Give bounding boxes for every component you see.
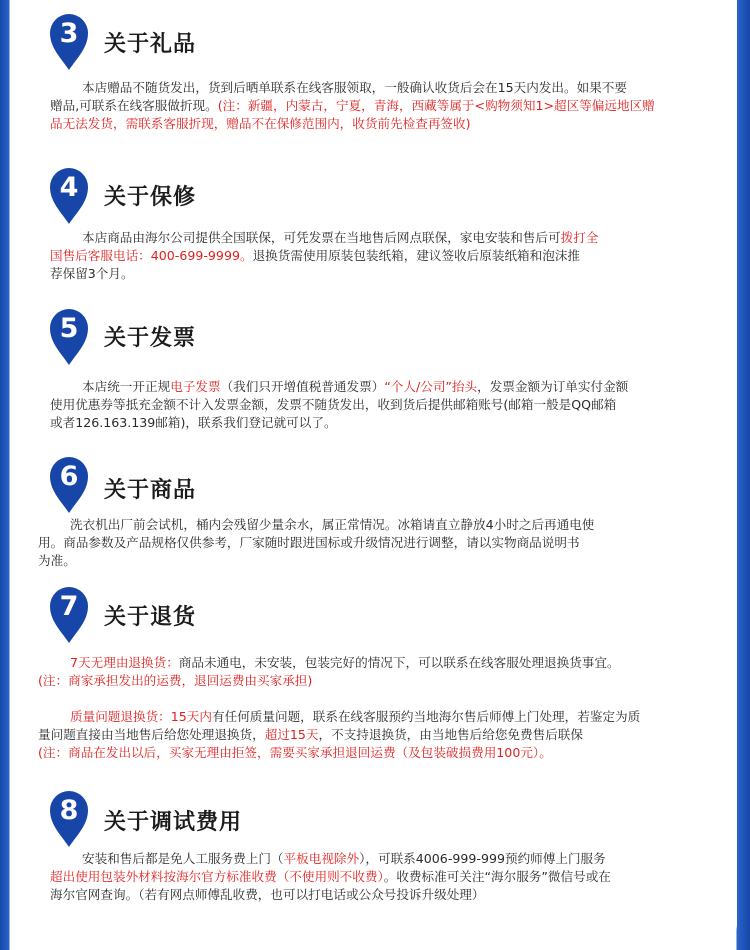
section-number: 3	[59, 18, 79, 49]
body-text: 洗衣机出厂前会试机，桶内会残留少量余水，属正常情况。冰箱请直立静放4小时之后再通电使	[38, 517, 595, 532]
text-line	[38, 534, 594, 552]
text-line	[50, 97, 655, 115]
body-text: （我们只开增值税普通发票）	[220, 379, 385, 394]
body-text: ，不支持退换货，由当地售后给您免费售后联保	[318, 727, 583, 742]
text-line	[50, 378, 628, 396]
section-body	[50, 229, 598, 283]
body-text: 用。商品参数及产品规格仅供参考，厂家随时跟进国标或升级情况进行调整，请以实物商品说明书	[38, 535, 580, 550]
text-line	[38, 672, 640, 690]
section-number: 5	[59, 313, 79, 344]
body-text: 退换货需使用原装包装纸箱，建议签收后原装纸箱和泡沫推	[252, 248, 580, 263]
text-line	[38, 744, 640, 762]
body-text: 有任何质量问题，联系在线客服预约当地海尔售后师傅上门处理，若鉴定为质	[212, 709, 641, 724]
section-title: 关于退货	[104, 605, 197, 630]
section-body	[50, 79, 655, 133]
text-line	[38, 516, 594, 534]
highlight-text: 7天无理由退换货：	[38, 655, 179, 670]
section-body	[50, 378, 628, 432]
body-text: 或者126.163.139邮箱)，联系我们登记就可以了。	[50, 415, 337, 430]
body-text: ，发票金额为订单实付金额	[477, 379, 629, 394]
body-text: 本店统一开正规	[50, 379, 171, 394]
section-title: 关于调试费用	[104, 810, 243, 835]
text-line	[50, 265, 598, 283]
highlight-text: 电子发票	[170, 379, 221, 394]
body-text: 商品未通电，未安装，包装完好的情况下，可以联系在线客服处理退换货事宜。	[178, 655, 620, 670]
number-badge-label-wrap	[46, 305, 92, 367]
section-body	[38, 516, 594, 570]
highlight-text: (注：商家承担发出的运费，退回运费由买家承担)	[38, 673, 313, 688]
text-line	[38, 654, 640, 672]
body-text: 赠品,可联系在线客服做折现。	[50, 98, 218, 113]
highlight-text: 质量问题退换货：15天内	[38, 709, 212, 724]
body-text: 本店商品由海尔公司提供全国联保，可凭发票在当地售后网点联保，家电安装和售后可	[50, 230, 561, 245]
number-badge-label-wrap	[46, 583, 92, 645]
text-line	[50, 115, 655, 133]
content-panel	[10, 0, 737, 937]
text-line	[50, 868, 611, 886]
text-line	[38, 552, 594, 570]
highlight-text: “个人/公司”抬头	[384, 379, 478, 394]
body-text: 海尔官网查询。（若有网点师傅乱收费，也可以打电话或公众号投诉升级处理）	[50, 887, 485, 902]
body-text: 。收费标准可关注“海尔服务”微信号或在	[383, 869, 611, 884]
section-title: 关于保修	[104, 185, 197, 210]
section-title: 关于礼品	[104, 32, 197, 57]
text-line	[50, 414, 628, 432]
text-line	[38, 726, 640, 744]
number-badge-label-wrap	[46, 10, 92, 72]
body-text: 为准。	[38, 553, 76, 568]
section-number: 8	[59, 795, 79, 826]
number-badge-label-wrap	[46, 787, 92, 849]
body-text: 安装和售后都是免人工服务费上门（	[50, 851, 284, 866]
text-line	[50, 396, 628, 414]
section-title: 关于发票	[104, 326, 197, 351]
body-text: 量问题直接由当地售后给您处理退换货，	[38, 727, 265, 742]
text-line	[50, 229, 598, 247]
section-body	[38, 654, 640, 762]
highlight-text: 超过15天	[264, 727, 319, 742]
text-line	[50, 79, 655, 97]
section-body	[50, 850, 611, 904]
body-text: ），可联系4006-999-999预约师傅上门服务	[359, 851, 606, 866]
highlight-text: 平板电视除外	[283, 851, 360, 866]
text-line	[38, 708, 640, 726]
section-number: 7	[59, 591, 79, 622]
text-line	[50, 886, 611, 904]
section-title: 关于商品	[104, 478, 197, 503]
highlight-text: (注：商品在发出以后，买家无理由拒签，需要买家承担退回运费（及包装破损费用100元）。	[38, 745, 552, 760]
number-badge-label-wrap	[46, 164, 92, 226]
body-text: 本店赠品不随货发出，货到后晒单联系在线客服领取，一般确认收货后会在15天内发出。如果不要	[50, 80, 627, 95]
highlight-text: 拨打全	[560, 230, 599, 245]
body-text: 使用优惠券等抵充金额不计入发票金额，发票不随货发出，收到货后提供邮箱账号(邮箱一般是QQ邮箱	[50, 397, 617, 412]
text-line	[50, 247, 598, 265]
body-text: 荐保留3个月。	[50, 266, 134, 281]
highlight-text: (注：新疆，内蒙古，宁夏，青海，西藏等属于<购物须知1>超区等偏远地区赠	[217, 98, 655, 113]
section-number: 6	[59, 461, 79, 492]
highlight-text: 超出使用包装外材料按海尔官方标准收费（不使用则不收费）	[50, 869, 384, 884]
highlight-text: 国售后客服电话：400-699-9999。	[50, 248, 253, 263]
text-line	[50, 850, 611, 868]
highlight-text: 品无法发货，需联系客服折现，赠品不在保修范围内，收货前先检查再签收)	[50, 116, 471, 131]
number-badge-label-wrap	[46, 453, 92, 515]
text-line	[38, 690, 640, 708]
section-number: 4	[59, 172, 79, 203]
